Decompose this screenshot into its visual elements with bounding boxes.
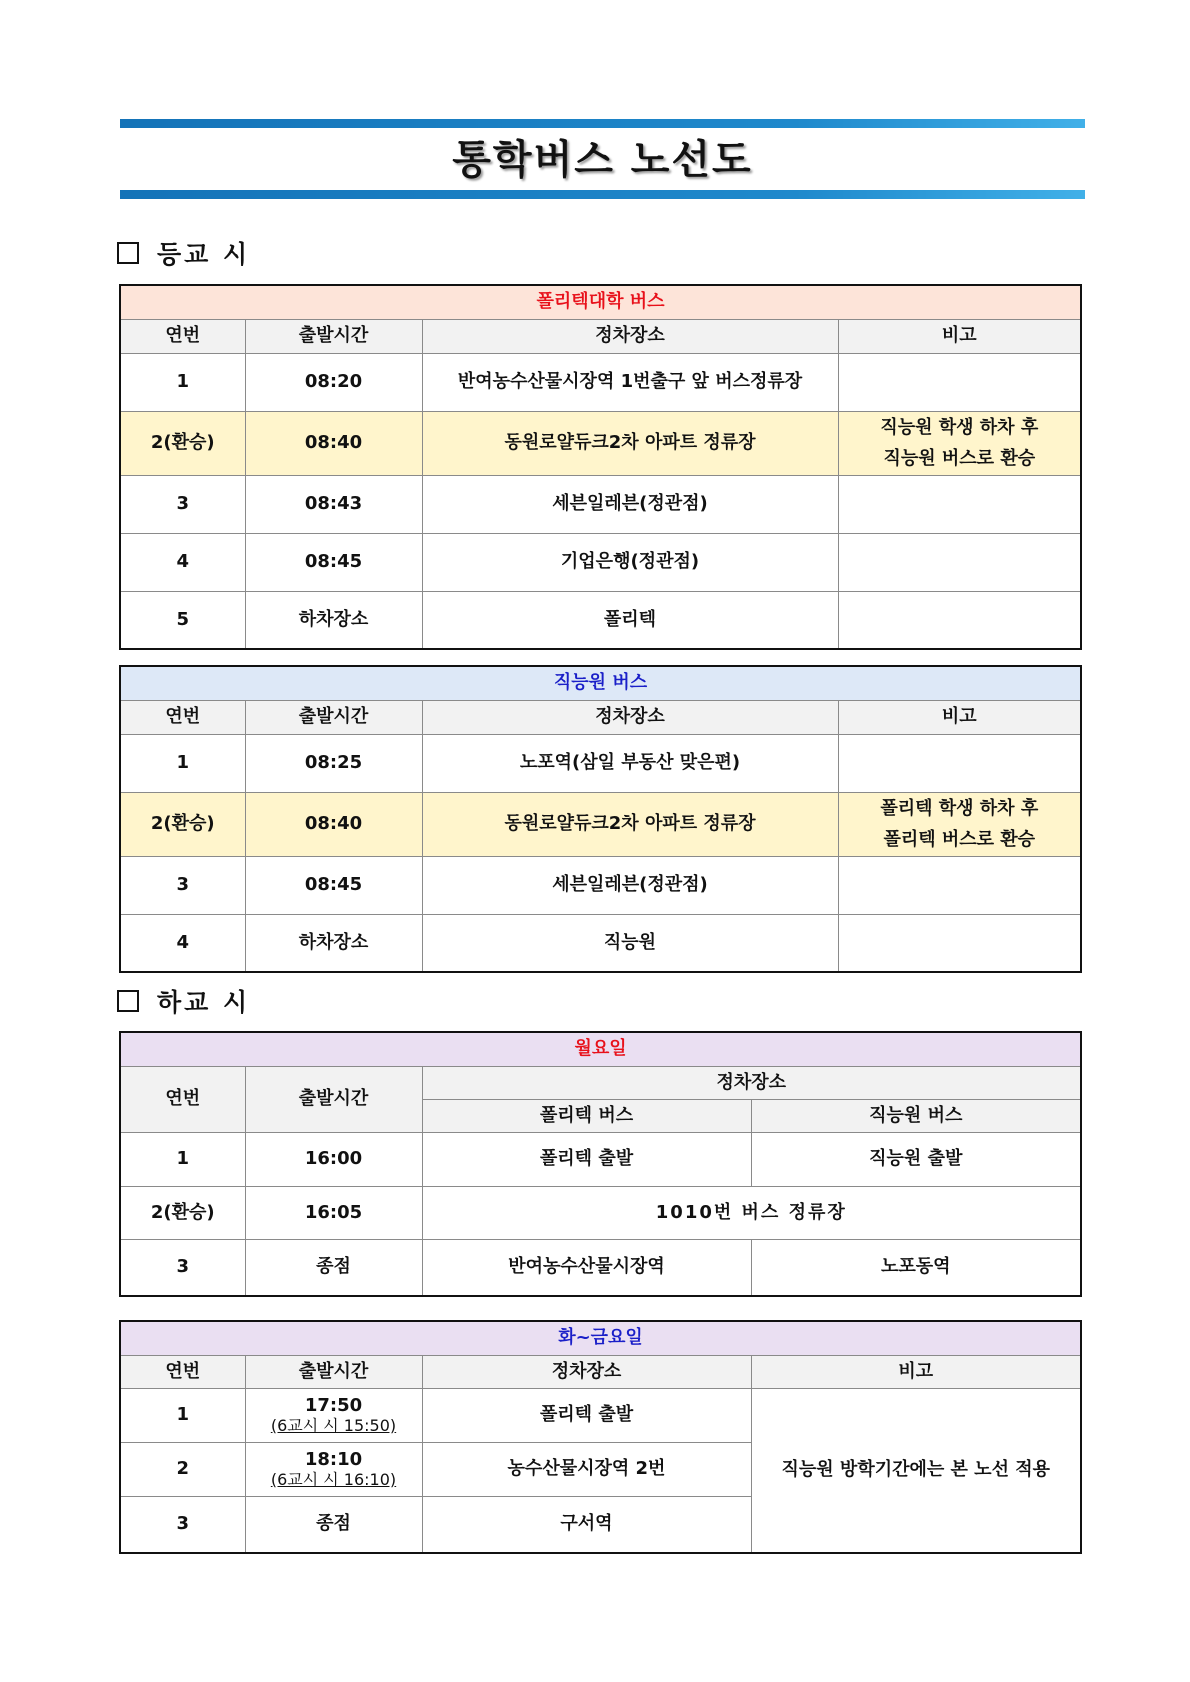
cell-note [838, 792, 1081, 856]
table-caption: 폴리텍대학 버스 [120, 285, 1081, 319]
table-row [120, 475, 1081, 533]
header-note: 비고 [838, 319, 1081, 353]
cell-note [838, 914, 1081, 972]
time-sub-text: (6교시 시 15:50) [270, 1416, 397, 1436]
table-row [120, 792, 1081, 856]
table-row [120, 353, 1081, 411]
time-sub [246, 1416, 422, 1435]
cell-note-shared: 직능원 방학기간에는 본 노선 적용 [751, 1388, 1081, 1553]
cell-no: 4 [120, 533, 245, 591]
cell-time: 08:43 [245, 475, 422, 533]
note-line: 직능원 버스로 환승 [883, 448, 1036, 469]
cell-note [838, 734, 1081, 792]
cell-no: 3 [120, 856, 245, 914]
header-no: 연번 [120, 1355, 245, 1388]
header-stop: 정차장소 [422, 1066, 1081, 1099]
cell-time: 종점 [245, 1496, 422, 1553]
note-line: 폴리텍 학생 하차 후 [880, 797, 1039, 819]
cell-time: 하차장소 [245, 591, 422, 649]
header-stop: 정차장소 [422, 1355, 751, 1388]
page-title: 통학버스 노선도 [452, 137, 753, 183]
cell-note [838, 475, 1081, 533]
section-morning [117, 235, 250, 271]
cell-no: 2(환승) [120, 792, 245, 856]
table-tue-fri [119, 1320, 1082, 1554]
table-caption: 직능원 버스 [120, 666, 1081, 700]
cell-stop: 폴리텍 [422, 591, 838, 649]
cell-time [245, 1442, 422, 1496]
cell-stop: 구서역 [422, 1496, 751, 1553]
cell-stop: 동원로얄듀크2차 아파트 정류장 [422, 792, 838, 856]
cell-no: 2(환승) [120, 411, 245, 475]
header-depart-time: 출발시간 [245, 700, 422, 734]
header-stop: 정차장소 [422, 700, 838, 734]
table-row [120, 411, 1081, 475]
section-morning-label: 등교 시 [157, 240, 251, 269]
section-afternoon [117, 983, 250, 1019]
time-sub-text: (6교시 시 16:10) [270, 1470, 397, 1490]
cell-stop: 세븐일레븐(정관점) [422, 475, 838, 533]
table-row [120, 1239, 1081, 1296]
table-caption: 월요일 [120, 1032, 1081, 1066]
title-bottom-bar [120, 190, 1085, 199]
header-depart-time: 출발시간 [245, 1355, 422, 1388]
header-no: 연번 [120, 700, 245, 734]
header-no: 연번 [120, 319, 245, 353]
table-row [120, 1388, 1081, 1442]
cell-stop: 농수산물시장역 2번 [422, 1442, 751, 1496]
cell-note [838, 411, 1081, 475]
cell-stop: 노포역(삼일 부동산 맞은편) [422, 734, 838, 792]
cell-stop: 직능원 [422, 914, 838, 972]
header-stop: 정차장소 [422, 319, 838, 353]
header-note: 비고 [838, 700, 1081, 734]
cell-note [838, 353, 1081, 411]
checkbox-square-icon [117, 242, 139, 264]
table-polytech-bus [119, 284, 1082, 650]
cell-note [838, 591, 1081, 649]
time-main: 17:50 [304, 1394, 363, 1416]
cell-no: 4 [120, 914, 245, 972]
note-line: 폴리텍 버스로 환승 [883, 829, 1036, 850]
cell-no: 1 [120, 734, 245, 792]
cell-no: 1 [120, 353, 245, 411]
cell-stop-shared: 1010번 버스 정류장 [422, 1186, 1081, 1239]
cell-stop: 세븐일레븐(정관점) [422, 856, 838, 914]
time-sub [246, 1470, 422, 1489]
table-row [120, 591, 1081, 649]
cell-note [838, 533, 1081, 591]
cell-time: 08:40 [245, 792, 422, 856]
cell-no: 3 [120, 1239, 245, 1296]
section-afternoon-label: 하교 시 [157, 988, 251, 1017]
table-row [120, 1186, 1081, 1239]
table-row [120, 1132, 1081, 1186]
cell-time: 16:05 [245, 1186, 422, 1239]
cell-stop-jikneung: 직능원 출발 [751, 1132, 1081, 1186]
title-top-bar [120, 119, 1085, 128]
cell-no: 2 [120, 1442, 245, 1496]
table-jikneung-bus [119, 665, 1082, 973]
header-polytech-bus: 폴리텍 버스 [422, 1099, 751, 1132]
table-row [120, 856, 1081, 914]
cell-stop-jikneung: 노포동역 [751, 1239, 1081, 1296]
cell-stop: 기업은행(정관점) [422, 533, 838, 591]
cell-no: 1 [120, 1388, 245, 1442]
header-no: 연번 [120, 1066, 245, 1132]
cell-note [838, 856, 1081, 914]
table-row [120, 533, 1081, 591]
cell-time [245, 1388, 422, 1442]
cell-time: 08:45 [245, 856, 422, 914]
table-row [120, 914, 1081, 972]
table-row [120, 734, 1081, 792]
cell-time: 하차장소 [245, 914, 422, 972]
cell-time: 08:25 [245, 734, 422, 792]
cell-no: 2(환승) [120, 1186, 245, 1239]
table-caption: 화~금요일 [120, 1321, 1081, 1355]
checkbox-square-icon [117, 990, 139, 1012]
cell-stop-polytech: 반여농수산물시장역 [422, 1239, 751, 1296]
header-jikneung-bus: 직능원 버스 [751, 1099, 1081, 1132]
note-line: 직능원 학생 하차 후 [880, 416, 1039, 438]
table-monday [119, 1031, 1082, 1297]
cell-stop: 폴리텍 출발 [422, 1388, 751, 1442]
cell-no: 3 [120, 475, 245, 533]
cell-time: 08:20 [245, 353, 422, 411]
cell-time: 08:40 [245, 411, 422, 475]
cell-no: 3 [120, 1496, 245, 1553]
header-depart-time: 출발시간 [245, 1066, 422, 1132]
cell-stop: 반여농수산물시장역 1번출구 앞 버스정류장 [422, 353, 838, 411]
cell-stop-polytech: 폴리텍 출발 [422, 1132, 751, 1186]
cell-no: 5 [120, 591, 245, 649]
header-note: 비고 [751, 1355, 1081, 1388]
cell-no: 1 [120, 1132, 245, 1186]
time-main: 18:10 [304, 1448, 363, 1470]
cell-stop: 동원로얄듀크2차 아파트 정류장 [422, 411, 838, 475]
cell-time: 08:45 [245, 533, 422, 591]
header-depart-time: 출발시간 [245, 319, 422, 353]
cell-time: 종점 [245, 1239, 422, 1296]
cell-time: 16:00 [245, 1132, 422, 1186]
